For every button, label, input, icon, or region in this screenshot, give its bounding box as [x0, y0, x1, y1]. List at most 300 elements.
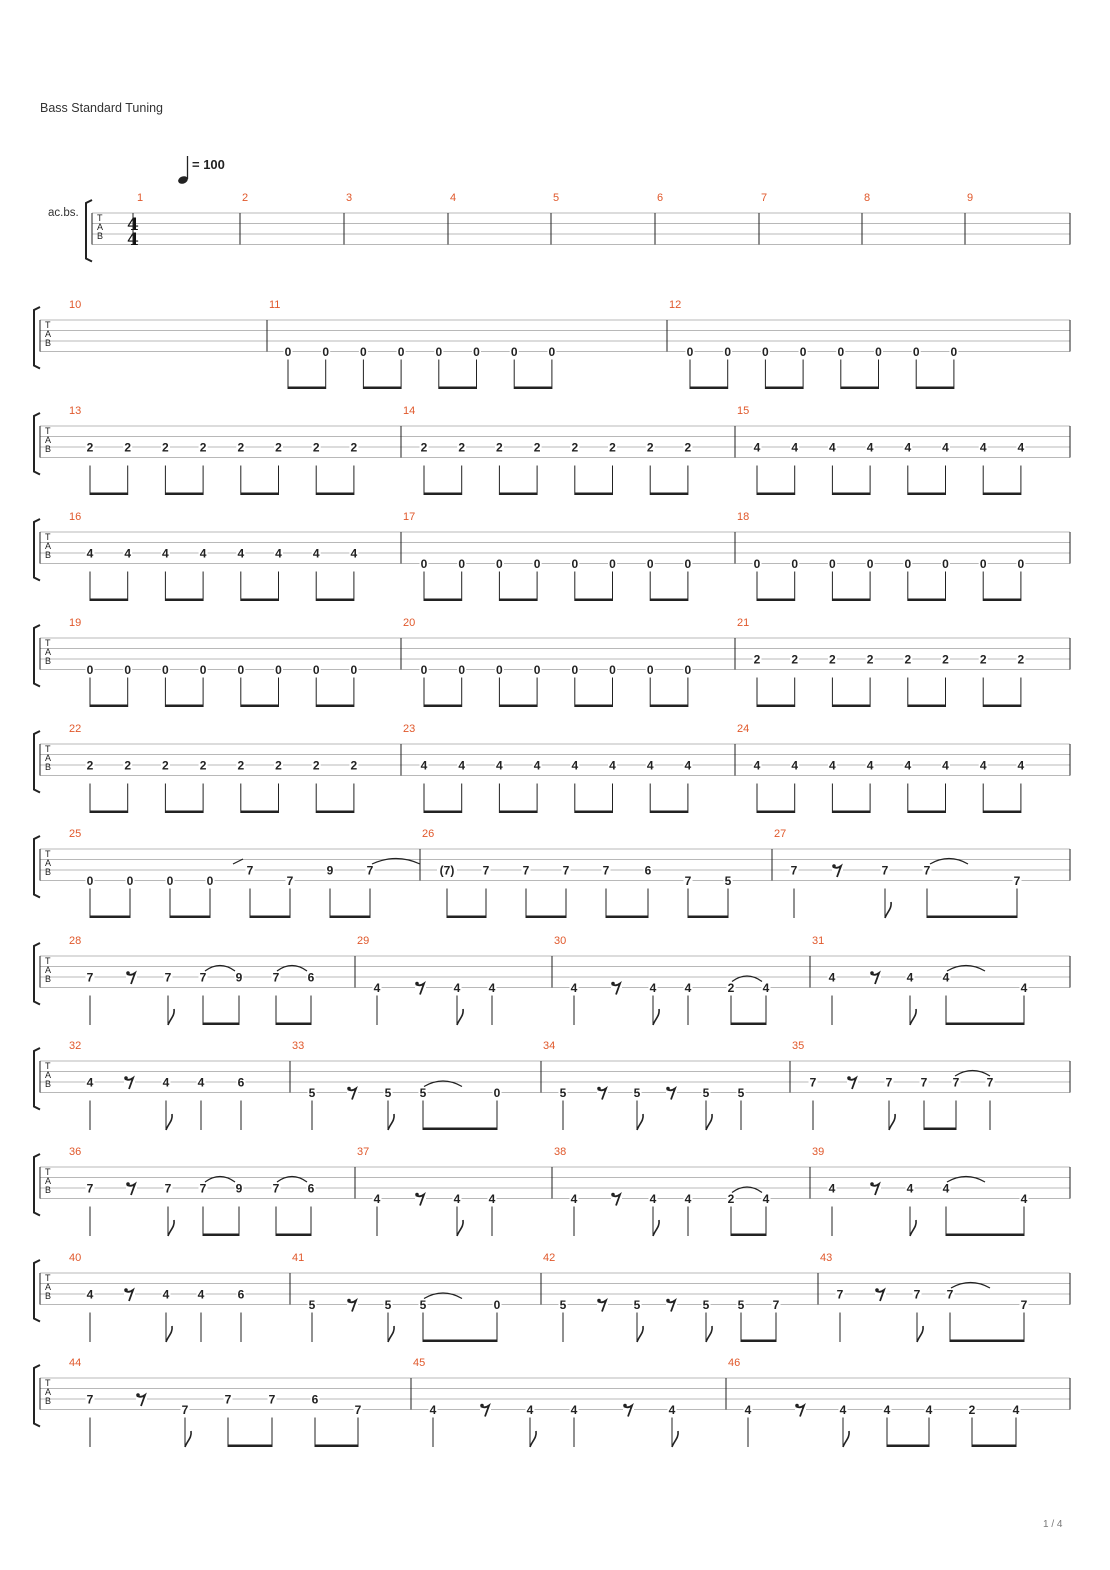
- tuning-label: Bass Standard Tuning: [40, 101, 163, 115]
- fret-number: 4: [162, 1075, 170, 1090]
- note-beam: [526, 916, 566, 919]
- note-beam: [363, 387, 401, 390]
- note-flag: [388, 1114, 394, 1130]
- measure-number: 12: [669, 299, 682, 311]
- measure-number: 40: [69, 1252, 82, 1264]
- note-beam: [575, 493, 613, 496]
- fret-number: 2: [753, 652, 761, 667]
- note-beam: [165, 811, 203, 814]
- fret-number: 4: [668, 1403, 676, 1417]
- fret-number: 4: [839, 1403, 847, 1417]
- note-beam: [241, 599, 279, 602]
- fret-number: 7: [268, 1392, 276, 1407]
- fret-number: 0: [458, 663, 466, 677]
- measure-number: 8: [864, 192, 871, 204]
- fret-number: 7: [246, 863, 254, 878]
- fret-number: 2: [533, 440, 541, 455]
- tab-clef-letter: T: [97, 213, 103, 223]
- note-flag: [530, 1431, 536, 1447]
- note-beam: [276, 1234, 311, 1237]
- fret-number: 4: [458, 758, 466, 773]
- fret-number: 4: [312, 546, 320, 561]
- measure-number: 31: [812, 935, 825, 947]
- tab-clef-letter: A: [45, 753, 52, 763]
- note-flag: [653, 1220, 659, 1236]
- fret-number: 4: [925, 1403, 933, 1417]
- fret-number: 0: [312, 663, 320, 677]
- measure-number: 26: [422, 828, 435, 840]
- fret-number: 4: [646, 758, 654, 773]
- fret-number: 2: [458, 440, 466, 455]
- fret-number: 0: [275, 663, 282, 677]
- eighth-rest-dot: [832, 864, 836, 868]
- fret-number: 0: [646, 663, 654, 677]
- note-beam: [228, 1445, 272, 1448]
- fret-number: 7: [366, 863, 374, 878]
- note-beam: [731, 1023, 766, 1026]
- fret-number: 2: [162, 758, 169, 773]
- note-beam: [514, 387, 552, 390]
- fret-number: 7: [1013, 874, 1021, 888]
- fret-number: 0: [904, 557, 912, 571]
- note-beam: [924, 1128, 956, 1131]
- measure-number: 39: [812, 1146, 825, 1158]
- fret-number: 4: [906, 970, 914, 985]
- system-bracket: [34, 519, 40, 581]
- fret-number: 6: [644, 863, 652, 878]
- system-bracket: [34, 307, 40, 369]
- fret-number: 4: [942, 970, 950, 985]
- fret-number: 0: [762, 345, 769, 359]
- note-beam: [908, 493, 946, 496]
- fret-number: 7: [920, 1075, 928, 1090]
- measure-number: 18: [737, 511, 750, 523]
- fret-number: 4: [828, 970, 836, 985]
- fret-number: 0: [571, 557, 579, 571]
- eighth-rest-dot: [347, 1299, 351, 1303]
- fret-number: 4: [829, 758, 836, 773]
- measure-number: 37: [357, 1146, 370, 1158]
- measure-number: 2: [242, 192, 249, 204]
- fret-number: 2: [237, 440, 245, 455]
- note-beam: [241, 811, 279, 814]
- note-flag: [166, 1326, 172, 1342]
- fret-number: 7: [562, 863, 570, 878]
- tab-clef-letter: A: [45, 329, 52, 339]
- fret-number: 0: [799, 345, 807, 359]
- note-beam: [832, 493, 870, 496]
- system-bracket: [86, 200, 92, 262]
- note-beam: [832, 811, 870, 814]
- fret-number: 2: [275, 440, 282, 455]
- fret-number: 4: [883, 1403, 891, 1417]
- note-beam: [841, 387, 879, 390]
- fret-number: 4: [791, 758, 799, 773]
- fret-number: 0: [86, 874, 94, 888]
- measure-number: 30: [554, 935, 567, 947]
- note-beam: [731, 1234, 766, 1237]
- eighth-rest-dot: [875, 1288, 879, 1292]
- fret-number: 4: [488, 981, 496, 995]
- measure-number: 29: [357, 935, 370, 947]
- note-flag: [653, 1009, 659, 1025]
- fret-number: 4: [942, 758, 949, 773]
- fret-number: 6: [237, 1075, 245, 1090]
- tab-clef-letter: B: [45, 1185, 52, 1195]
- fret-number: 0: [753, 557, 761, 571]
- fret-number: 2: [86, 440, 94, 455]
- note-beam: [90, 811, 128, 814]
- note-beam: [424, 811, 462, 814]
- fret-number: 4: [237, 546, 245, 561]
- system-bracket: [34, 413, 40, 475]
- note-beam: [90, 493, 128, 496]
- fret-number: 7: [986, 1075, 994, 1090]
- fret-number: 4: [571, 758, 579, 773]
- fret-number: 0: [686, 345, 694, 359]
- fret-number: 4: [904, 758, 912, 773]
- tab-clef-letter: T: [45, 849, 51, 859]
- note-flag: [843, 1431, 849, 1447]
- fret-number: 4: [979, 440, 987, 455]
- measure-number: 45: [413, 1357, 426, 1369]
- fret-number: 4: [684, 981, 692, 995]
- eighth-rest-dot: [126, 1182, 130, 1186]
- note-beam: [499, 599, 537, 602]
- fret-number: 0: [548, 345, 556, 359]
- eighth-rest-dot: [666, 1087, 670, 1091]
- note-beam: [983, 599, 1021, 602]
- eighth-rest-dot: [124, 1288, 128, 1292]
- note-beam: [424, 599, 462, 602]
- note-beam: [575, 811, 613, 814]
- measure-number: 33: [292, 1040, 305, 1052]
- fret-number: 0: [126, 874, 134, 888]
- fret-number: 9: [235, 1181, 243, 1196]
- note-beam: [887, 1445, 929, 1448]
- fret-number: 4: [1017, 758, 1025, 773]
- fret-number: 0: [458, 557, 466, 571]
- measure-number: 13: [69, 405, 82, 417]
- tab-clef-letter: T: [45, 744, 51, 754]
- tab-clef-letter: T: [45, 1378, 51, 1388]
- tab-clef-letter: B: [45, 338, 52, 348]
- fret-number: 4: [829, 440, 836, 455]
- fret-number: 4: [1020, 981, 1028, 995]
- fret-number: 7: [199, 1181, 207, 1196]
- fret-number: 4: [162, 546, 169, 561]
- measure-number: 32: [69, 1040, 82, 1052]
- eighth-rest-dot: [666, 1299, 670, 1303]
- fret-number: 7: [913, 1287, 921, 1302]
- note-flag: [889, 1114, 895, 1130]
- eighth-rest-dot: [480, 1404, 484, 1408]
- fret-number: 2: [942, 652, 949, 667]
- instrument-name: ac.bs.: [48, 207, 79, 219]
- tab-clef-letter: B: [45, 656, 52, 666]
- eighth-rest-dot: [870, 1182, 874, 1186]
- fret-number: 0: [162, 663, 169, 677]
- measure-number: 34: [543, 1040, 556, 1052]
- fret-number: 7: [881, 863, 889, 878]
- note-beam: [832, 705, 870, 708]
- fret-number: 7: [86, 1392, 94, 1407]
- fret-number: 0: [533, 663, 541, 677]
- eighth-rest-dot: [597, 1087, 601, 1091]
- fret-number: 2: [124, 440, 132, 455]
- measure-number: 19: [69, 617, 82, 629]
- fret-number: 7: [354, 1403, 362, 1417]
- fret-number: 4: [762, 1192, 770, 1206]
- fret-number: 0: [284, 345, 292, 359]
- fret-number: 0: [86, 663, 94, 677]
- fret-number: 4: [429, 1403, 437, 1417]
- fret-number: 5: [633, 1298, 641, 1312]
- fret-number: 4: [828, 1181, 836, 1196]
- fret-number: 4: [488, 1192, 496, 1206]
- note-beam: [276, 1023, 311, 1026]
- fret-number: 0: [206, 874, 214, 888]
- measure-number: 4: [450, 192, 457, 204]
- measure-number: 24: [737, 723, 750, 735]
- note-beam: [499, 705, 537, 708]
- fret-number: 7: [224, 1392, 232, 1407]
- note-beam: [606, 916, 648, 919]
- measure-number: 41: [292, 1252, 305, 1264]
- fret-number: 5: [559, 1086, 567, 1100]
- note-beam: [241, 493, 279, 496]
- fret-number: 4: [942, 440, 949, 455]
- fret-number: 4: [453, 981, 461, 995]
- fret-number: 4: [86, 546, 94, 561]
- note-flag: [672, 1431, 678, 1447]
- fret-number: 4: [753, 758, 761, 773]
- fret-number: 0: [609, 663, 616, 677]
- note-flag: [917, 1326, 923, 1342]
- fret-number: 4: [1017, 440, 1025, 455]
- note-beam: [423, 1128, 497, 1131]
- fret-number: 0: [420, 557, 428, 571]
- note-flag: [168, 1220, 174, 1236]
- note-beam: [690, 387, 728, 390]
- measure-number: 10: [69, 299, 82, 311]
- fret-number: 6: [307, 1181, 315, 1196]
- measure-number: 14: [403, 405, 416, 417]
- system-bracket: [34, 836, 40, 898]
- note-beam: [170, 916, 210, 919]
- fret-number: 4: [533, 758, 541, 773]
- fret-number: 6: [237, 1287, 245, 1302]
- fret-number: 2: [791, 652, 799, 667]
- fret-number: 0: [493, 1086, 501, 1100]
- fret-number: 7: [181, 1403, 189, 1417]
- measure-number: 35: [792, 1040, 805, 1052]
- note-beam: [916, 387, 954, 390]
- tab-clef-letter: T: [45, 638, 51, 648]
- fret-number: 2: [968, 1403, 976, 1417]
- fret-number: 0: [979, 557, 987, 571]
- note-beam: [927, 916, 1017, 919]
- fret-number: 7: [86, 970, 94, 985]
- note-beam: [315, 1445, 358, 1448]
- note-beam: [946, 1023, 1024, 1026]
- fret-number: 2: [199, 440, 207, 455]
- tab-clef-letter: A: [45, 1282, 52, 1292]
- tab-clef-letter: T: [45, 426, 51, 436]
- measure-number: 7: [761, 192, 768, 204]
- measure-number: 5: [553, 192, 560, 204]
- tab-clef-letter: B: [45, 1291, 52, 1301]
- fret-number: 2: [350, 758, 358, 773]
- measure-number: 3: [346, 192, 353, 204]
- note-beam: [203, 1023, 239, 1026]
- tab-clef-letter: T: [45, 532, 51, 542]
- note-beam: [575, 705, 613, 708]
- note-beam: [765, 387, 803, 390]
- fret-number: 4: [570, 1403, 578, 1417]
- fret-number: 0: [124, 663, 132, 677]
- eighth-rest-dot: [126, 971, 130, 975]
- fret-number: 4: [570, 981, 578, 995]
- fret-number: 4: [979, 758, 987, 773]
- fret-number: (7): [439, 863, 455, 878]
- note-beam: [983, 811, 1021, 814]
- measure-number: 25: [69, 828, 82, 840]
- fret-number: 0: [533, 557, 541, 571]
- fret-number: 0: [875, 345, 882, 359]
- measure-number: 42: [543, 1252, 556, 1264]
- note-beam: [241, 705, 279, 708]
- fret-number: 0: [237, 663, 245, 677]
- fret-number: 4: [199, 546, 207, 561]
- note-beam: [165, 599, 203, 602]
- fret-number: 0: [435, 345, 443, 359]
- fret-number: 5: [724, 874, 732, 888]
- note-beam: [316, 705, 354, 708]
- note-beam: [165, 493, 203, 496]
- note-flag: [706, 1326, 712, 1342]
- fret-number: 4: [86, 1287, 94, 1302]
- tempo-marking: = 100: [192, 157, 225, 172]
- note-beam: [288, 387, 326, 390]
- measure-number: 17: [403, 511, 416, 523]
- fret-number: 4: [350, 546, 358, 561]
- note-beam: [330, 916, 370, 919]
- fret-number: 4: [197, 1287, 205, 1302]
- fret-number: 4: [791, 440, 799, 455]
- fret-number: 7: [952, 1075, 960, 1090]
- note-beam: [741, 1340, 776, 1343]
- fret-number: 4: [373, 1192, 381, 1206]
- fret-number: 2: [420, 440, 428, 455]
- tab-clef-letter: T: [45, 320, 51, 330]
- fret-number: 5: [308, 1086, 316, 1100]
- note-flag: [388, 1326, 394, 1342]
- fret-number: 4: [866, 758, 874, 773]
- fret-number: 0: [791, 557, 799, 571]
- fret-number: 4: [420, 758, 428, 773]
- fret-number: 5: [633, 1086, 641, 1100]
- fret-number: 2: [312, 440, 320, 455]
- tab-clef-letter: A: [45, 1387, 52, 1397]
- note-flag: [706, 1114, 712, 1130]
- tab-clef-letter: A: [45, 965, 52, 975]
- measure-number: 1: [137, 192, 144, 204]
- fret-number: 2: [571, 440, 579, 455]
- measure-number: 6: [657, 192, 664, 204]
- note-beam: [165, 705, 203, 708]
- note-beam: [757, 811, 795, 814]
- tab-clef-letter: A: [45, 1176, 52, 1186]
- note-beam: [757, 493, 795, 496]
- page-indicator: 1 / 4: [1043, 1519, 1063, 1530]
- system-bracket: [34, 1260, 40, 1322]
- fret-number: 2: [1017, 652, 1025, 667]
- system-bracket: [34, 1365, 40, 1427]
- fret-number: 2: [727, 981, 735, 995]
- fret-number: 7: [164, 970, 172, 985]
- note-beam: [946, 1234, 1024, 1237]
- fret-number: 0: [837, 345, 845, 359]
- measure-number: 21: [737, 617, 750, 629]
- measure-number: 38: [554, 1146, 567, 1158]
- tab-clef-letter: B: [45, 444, 52, 454]
- note-beam: [908, 705, 946, 708]
- measure-number: 20: [403, 617, 416, 629]
- fret-number: 7: [482, 863, 490, 878]
- tab-clef-letter: A: [45, 1070, 52, 1080]
- fret-number: 0: [571, 663, 579, 677]
- fret-number: 2: [162, 440, 169, 455]
- fret-number: 4: [942, 1181, 950, 1196]
- fret-number: 0: [684, 557, 692, 571]
- fret-number: 0: [912, 345, 920, 359]
- tab-clef-letter: B: [45, 974, 52, 984]
- fret-number: 5: [419, 1086, 427, 1100]
- fret-number: 2: [199, 758, 207, 773]
- fret-number: 4: [86, 1075, 94, 1090]
- fret-number: 7: [885, 1075, 893, 1090]
- tab-clef-letter: T: [45, 1167, 51, 1177]
- note-beam: [688, 916, 728, 919]
- fret-number: 7: [923, 863, 931, 878]
- fret-number: 4: [453, 1192, 461, 1206]
- fret-number: 7: [522, 863, 530, 878]
- fret-number: 2: [866, 652, 874, 667]
- note-beam: [575, 599, 613, 602]
- tab-clef-letter: B: [97, 231, 104, 241]
- tab-clef-letter: B: [45, 1079, 52, 1089]
- tab-clef-letter: A: [45, 541, 52, 551]
- fret-number: 0: [609, 557, 616, 571]
- tab-clef-letter: T: [45, 956, 51, 966]
- tab-clef-letter: B: [45, 1396, 52, 1406]
- fret-number: 4: [609, 758, 616, 773]
- note-beam: [950, 1340, 1024, 1343]
- measure-number: 27: [774, 828, 787, 840]
- eighth-rest-dot: [795, 1404, 799, 1408]
- tab-clef-letter: T: [45, 1061, 51, 1071]
- fret-number: 7: [1020, 1298, 1028, 1312]
- fret-number: 4: [753, 440, 761, 455]
- tab-clef-letter: B: [45, 762, 52, 772]
- fret-number: 4: [1012, 1403, 1020, 1417]
- fret-number: 4: [124, 546, 132, 561]
- fret-number: 5: [702, 1086, 710, 1100]
- system-bracket: [34, 1154, 40, 1216]
- eighth-rest-dot: [136, 1393, 140, 1397]
- note-beam: [650, 705, 688, 708]
